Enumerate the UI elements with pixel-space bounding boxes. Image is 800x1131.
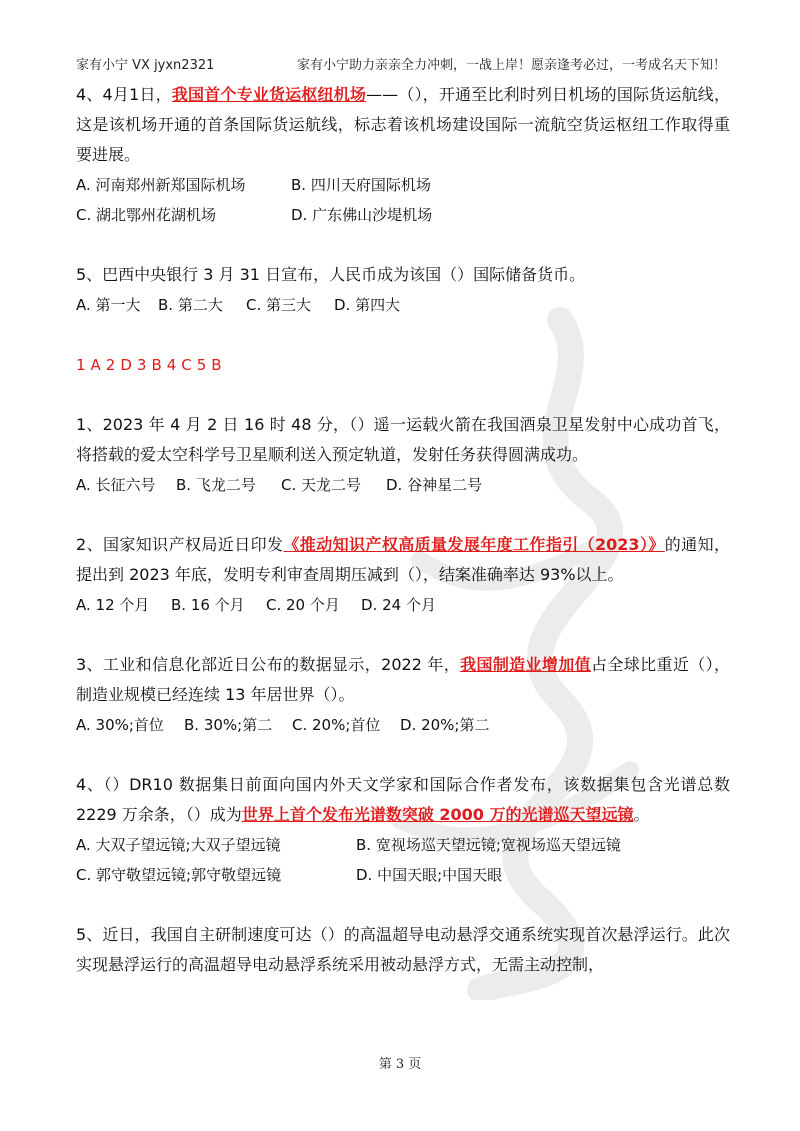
question-4: 4、（）DR10 数据集日前面向国内外天文学家和国际合作者发布，该数据集包含光谱总数 2229 万余条，（）成为世界上首个发布光谱数突破 2000 万的光谱巡天望远镜。 A. 大双子望远镜;大双子望远镜 B. 宽视场巡天望远镜;宽视场巡天望远镜 C. 郭守敬望远镜;郭守敬望远镜 D. 中国天眼;中国天眼: [76, 770, 730, 890]
option-d: D. 谷神星二号: [386, 476, 483, 494]
option-d: D. 20%;第二: [400, 716, 490, 734]
question-1: 1、2023 年 4 月 2 日 16 时 48 分，（）遥一运载火箭在我国酒泉卫星发射中心成功首飞，将搭载的爱太空科学号卫星顺利送入预定轨道，发射任务获得圆满成功。 A. 长征六号 B. 飞龙二号 C. 天龙二号 D. 谷神星二号: [76, 410, 730, 500]
header-left: 家有小宁 VX jyxn2321: [76, 58, 215, 73]
highlight-text: 我国制造业增加值: [460, 655, 592, 674]
option-b: B. 飞龙二号: [176, 476, 256, 494]
options-row: [76, 830, 730, 860]
option-a: A. 第一大: [76, 296, 141, 314]
option-c: C. 20 个月: [266, 596, 340, 614]
option-c: C. 20%;首位: [292, 716, 381, 734]
option-d: D. 中国天眼;中国天眼: [356, 866, 503, 884]
option-b: B. 宽视场巡天望远镜;宽视场巡天望远镜: [356, 836, 621, 854]
option-b: B. 第二大: [158, 296, 223, 314]
highlight-text: 我国首个专业货运枢纽机场: [171, 85, 367, 104]
option-a: A. 大双子望远镜;大双子望远镜: [76, 836, 281, 854]
option-c: C. 天龙二号: [281, 476, 362, 494]
options-row: [76, 590, 730, 620]
option-a: A. 长征六号: [76, 476, 156, 494]
option-a: A. 河南郑州新郑国际机场: [76, 176, 246, 194]
option-a: A. 12 个月: [76, 596, 150, 614]
page-number: 第 3 页: [378, 1057, 422, 1072]
highlight-text: 《推动知识产权高质量发展年度工作指引（2023）》: [283, 535, 665, 554]
question-3: 3、工业和信息化部近日公布的数据显示，2022 年，我国制造业增加值占全球比重近（），制造业规模已经连续 13 年居世界（）。 A. 30%;首位 B. 30%;第二 C. 20%;首位 D. 20%;第二: [76, 650, 730, 740]
option-b: B. 四川天府国际机场: [291, 176, 431, 194]
options-row: [76, 200, 730, 230]
option-c: C. 郭守敬望远镜;郭守敬望远镜: [76, 866, 282, 884]
document-body: [76, 80, 730, 980]
option-b: B. 16 个月: [171, 596, 245, 614]
question-prev-5: 5、巴西中央银行 3 月 31 日宣布，人民币成为该国（）国际储备货币。 A. 第一大 B. 第二大 C. 第三大 D. 第四大: [76, 260, 730, 320]
highlight-text: 世界上首个发布光谱数突破 2000 万的光谱巡天望远镜: [241, 805, 634, 824]
answer-key: 1A2D3B4C5B: [76, 356, 227, 374]
option-c: C. 湖北鄂州花湖机场: [76, 206, 217, 224]
options-row: [76, 710, 730, 740]
header-right: 家有小宁助力亲亲全力冲刺，一战上岸！愿亲逢考必过，一考成名天下知！: [296, 58, 726, 73]
options-row: [76, 170, 730, 200]
option-d: D. 广东佛山沙堤机场: [291, 206, 433, 224]
option-d: D. 24 个月: [361, 596, 436, 614]
option-c: C. 第三大: [246, 296, 312, 314]
options-row: [76, 470, 730, 500]
options-row: [76, 860, 730, 890]
option-a: A. 30%;首位: [76, 716, 164, 734]
question-5: 5、近日，我国自主研制速度可达（）的高温超导电动悬浮交通系统实现首次悬浮运行。此次实现悬浮运行的高温超导电动悬浮系统采用被动悬浮方式，无需主动控制，: [76, 925, 730, 974]
question-prev-4: 4、4月1日，我国首个专业货运枢纽机场——（），开通至比利时列日机场的国际货运航线，这是该机场开通的首条国际货运航线，标志着该机场建设国际一流航空货运枢纽工作取得重要进展。 A. 河南郑州新郑国际机场 B. 四川天府国际机场 C. 湖北鄂州花湖机场 D. 广东佛山沙堤机场: [76, 80, 730, 230]
option-d: D. 第四大: [334, 296, 401, 314]
question-2: 2、国家知识产权局近日印发《推动知识产权高质量发展年度工作指引（2023）》的通知，提出到 2023 年底，发明专利审查周期压减到（），结案准确率达 93%以上。 A. 12 个月 B. 16 个月 C. 20 个月 D. 24 个月: [76, 530, 730, 620]
option-b: B. 30%;第二: [184, 716, 273, 734]
options-row: [76, 290, 730, 320]
